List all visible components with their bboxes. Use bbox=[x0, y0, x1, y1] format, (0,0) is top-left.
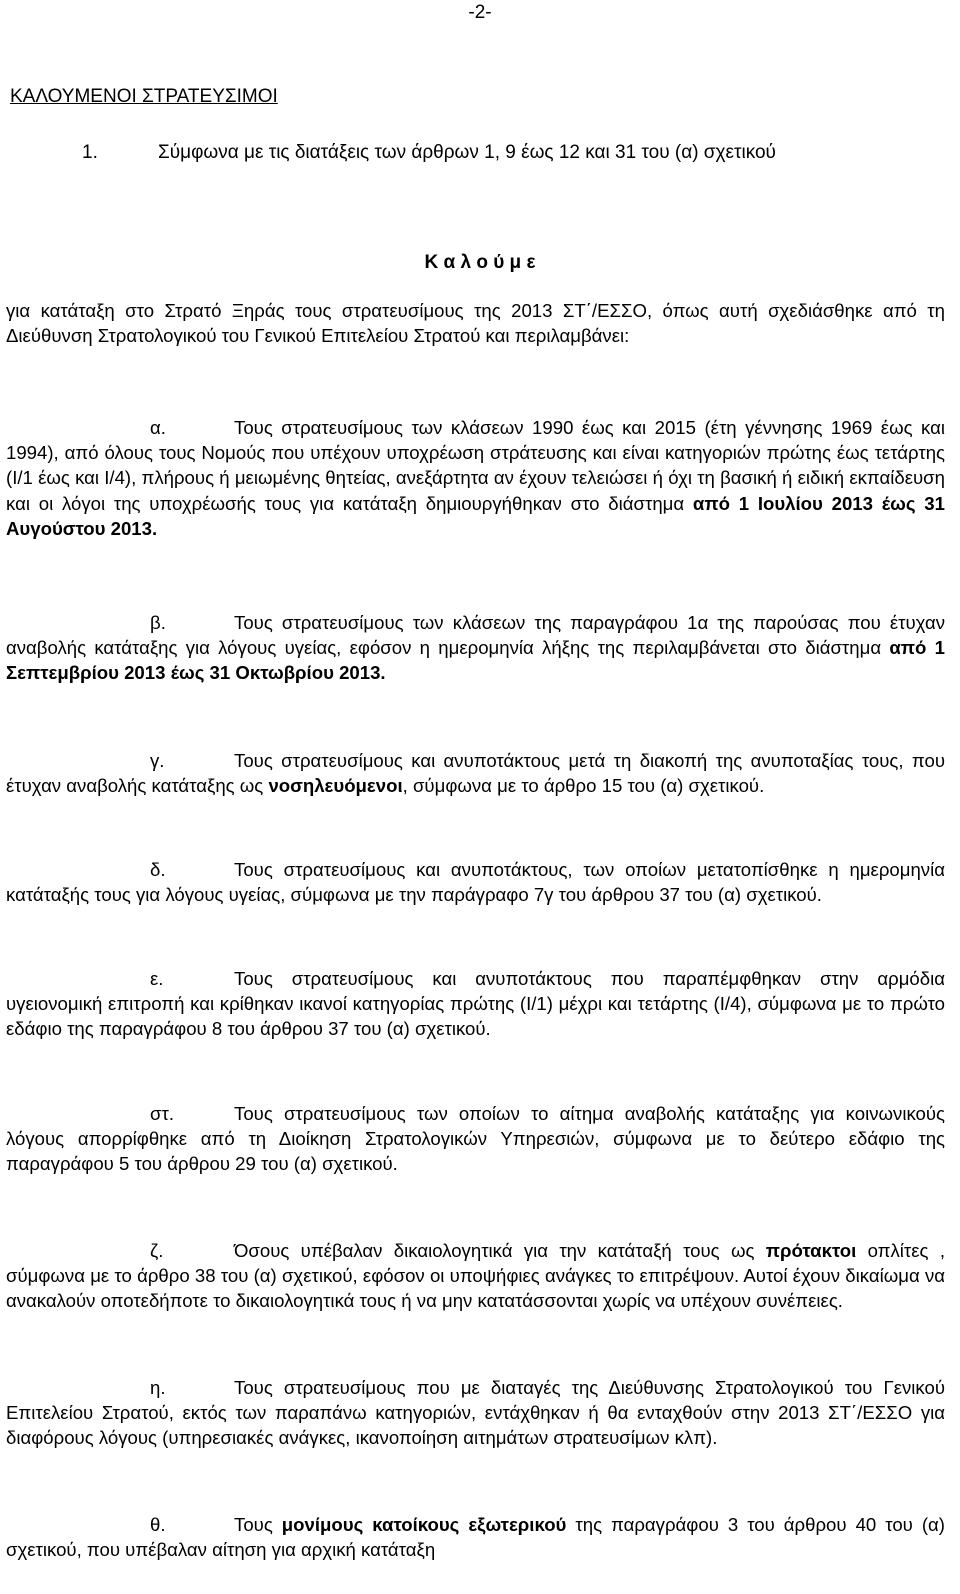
paragraph-a-text: Τους στρατευσίμους των κλάσεων 1990 έως και 2015 (έτη γέννησης 1969 έως και 1994), από όλους τους Νομούς που υπέχουν υποχρέωση στράτευσης και είναι κατηγοριών πρώτης έως τετάρτης (Ι/1 έως και Ι/4), πλήρους ή μειωμένης θητείας, ανεξάρτητα αν έχουν τελειώσει ή όχι τη βασική ή ειδική εκπαίδευση και οι λόγοι της υποχρέωσής τους για κατάταξη δημιουργήθηκαν στο διάστημα bbox=[6, 417, 945, 514]
paragraph-a-label: α. bbox=[150, 417, 166, 438]
paragraph-st-label: στ. bbox=[150, 1103, 174, 1124]
paragraph-d bbox=[6, 857, 945, 907]
paragraph-z-text-after: οπλίτες , σύμφωνα με το άρθρο 38 του (α) σχετικού, εφόσον οι υποψήφιες ανάγκες το επιτρέψουν. Αυτοί έχουν δικαίωμα να ανακαλούν οποτεδήποτε το δικαιολογητικά τους ή να μην κατατάσσονται χωρίς να υπέχουν συνέπειες. bbox=[6, 1240, 945, 1312]
paragraph-e-label: ε. bbox=[150, 968, 164, 989]
paragraph-th-bold: μονίμους κατοίκους εξωτερικού bbox=[281, 1514, 567, 1535]
intro-paragraph: για κατάταξη στο Στρατό Ξηράς τους στρατευσίμους της 2013 ΣΤ΄/ΕΣΣΟ, όπως αυτή σχεδιάσθηκε από τη Διεύθυνση Στρατολογικού του Γενικού Επιτελείου Στρατού και περιλαμβάνει: bbox=[6, 300, 945, 347]
paragraph-th-label: θ. bbox=[150, 1514, 166, 1535]
paragraph-th bbox=[6, 1512, 945, 1562]
paragraph-st-text: Τους στρατευσίμους των οποίων το αίτημα αναβολής κατάταξης για κοινωνικούς λόγους απορρίφθηκε από τη Διοίκηση Στρατολογικών Υπηρεσιών, σύμφωνα με το δεύτερο εδάφιο της παραγράφου 5 του άρθρου 29 του (α) σχετικού. bbox=[6, 1103, 945, 1175]
paragraph-st bbox=[6, 1101, 945, 1177]
item-1-number: 1. bbox=[82, 142, 98, 163]
paragraph-b-label: β. bbox=[150, 612, 166, 633]
paragraph-a-bold: από 1 Ιουλίου 2013 έως 31 Αυγούστου 2013. bbox=[6, 492, 945, 539]
paragraph-c bbox=[6, 748, 945, 798]
paragraph-c-text-before: Τους στρατευσίμους και ανυποτάκτους μετά τη διακοπή της ανυποταξίας τους, που έτυχαν αναβολής κατάταξης ως bbox=[6, 750, 945, 797]
paragraph-e bbox=[6, 966, 945, 1042]
item-1-text: Σύμφωνα με τις διατάξεις των άρθρων 1, 9 έως 12 και 31 του (α) σχετικού bbox=[158, 142, 776, 163]
paragraph-z-label: ζ. bbox=[150, 1240, 164, 1261]
paragraph-b-bold: από 1 Σεπτεμβρίου 2013 έως 31 Οκτωβρίου 2013. bbox=[6, 637, 945, 684]
paragraph-i bbox=[6, 1375, 945, 1451]
paragraph-z-bold: πρότακτοι bbox=[765, 1240, 857, 1261]
paragraph-z bbox=[6, 1238, 945, 1314]
paragraph-b-text: Τους στρατευσίμους των κλάσεων της παραγράφου 1α της παρούσας που έτυχαν αναβολής κατάταξης για λόγους υγείας, εφόσον η ημερομηνία λήξης της περιλαμβάνεται στο διάστημα bbox=[6, 612, 945, 659]
paragraph-c-label: γ. bbox=[150, 750, 165, 771]
paragraph-d-label: δ. bbox=[150, 859, 166, 880]
item-1 bbox=[82, 142, 776, 164]
paragraph-i-text: Τους στρατευσίμους που με διαταγές της Διεύθυνσης Στρατολογικού του Γενικού Επιτελείου Στρατού, εκτός των παραπάνω κατηγοριών, εντάχθηκαν ή θα ενταχθούν στην 2013 ΣΤ΄/ΕΣΣΟ για διαφόρους λόγους (υπηρεσιακές ανάγκες, ικανοποίηση αιτημάτων στρατευσίμων κλπ). bbox=[6, 1377, 945, 1449]
section-heading: ΚΑΛΟΥΜΕΝΟΙ ΣΤΡΑΤΕΥΣΙΜΟΙ bbox=[10, 86, 278, 107]
paragraph-e-text: Τους στρατευσίμους και ανυποτάκτους που παραπέμφθηκαν στην αρμόδια υγειονομική επιτροπή και κρίθηκαν ικανοί κατηγορίας πρώτης (Ι/1) μέχρι και τετάρτης (Ι/4), σύμφωνα με το πρώτο εδάφιο της παραγράφου 8 του άρθρου 37 του (α) σχετικού. bbox=[6, 968, 945, 1040]
paragraph-a bbox=[6, 415, 945, 541]
paragraph-c-text-after: , σύμφωνα με το άρθρο 15 του (α) σχετικού. bbox=[402, 775, 765, 797]
paragraph-i-label: η. bbox=[150, 1377, 166, 1398]
paragraph-th-text-after: της παραγράφου 3 του άρθρου 40 του (α) σχετικού, που υπέβαλαν αίτηση για αρχική κατάταξη bbox=[6, 1514, 945, 1561]
paragraph-b bbox=[6, 610, 945, 686]
paragraph-c-bold: νοσηλευόμενοι bbox=[268, 775, 403, 797]
paragraph-z-text-before: Όσους υπέβαλαν δικαιολογητικά για την κατάταξή τους ως bbox=[234, 1240, 766, 1261]
kaloume-title: Κ α λ ο ύ μ ε bbox=[424, 252, 536, 273]
paragraph-th-text-before: Τους bbox=[234, 1514, 282, 1535]
paragraph-d-text: Τους στρατευσίμους και ανυποτάκτους, των οποίων μετατοπίσθηκε η ημερομηνία κατάταξής τους για λόγους υγείας, σύμφωνα με την παράγραφο 7γ του άρθρου 37 του (α) σχετικού. bbox=[6, 859, 945, 906]
page-number: -2- bbox=[468, 2, 492, 23]
